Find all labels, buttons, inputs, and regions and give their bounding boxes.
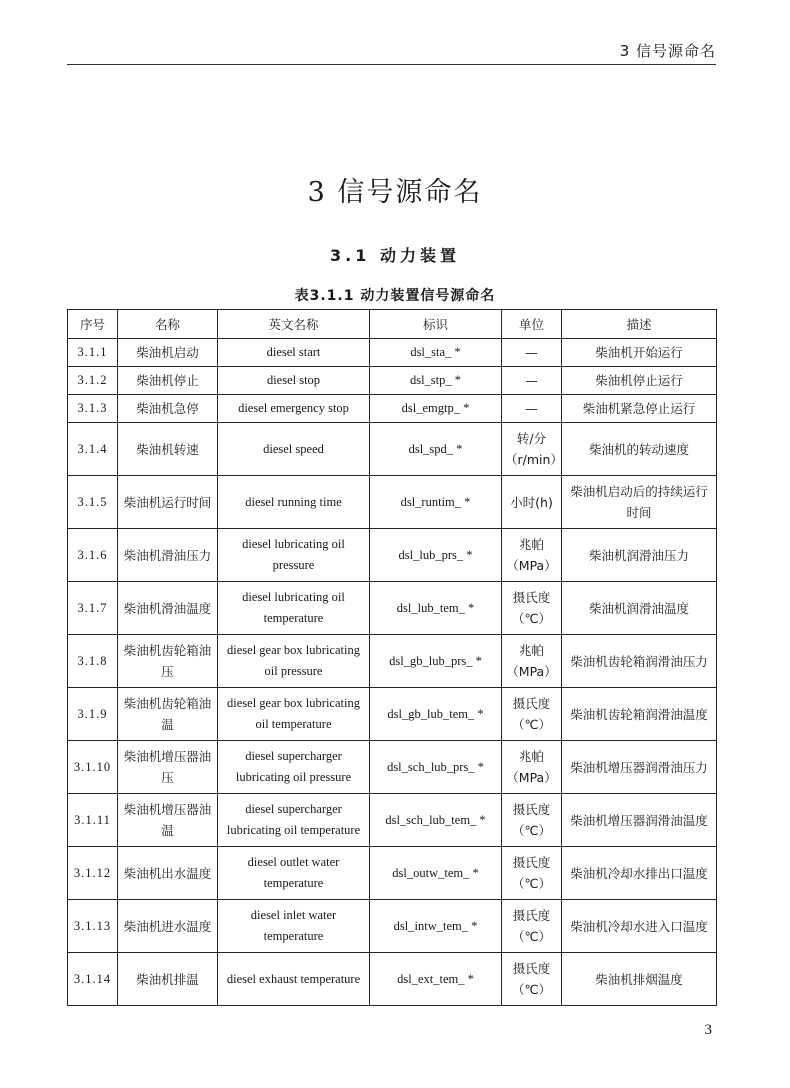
cell-description: 柴油机润滑油压力 [562,529,717,582]
cell-seq: 3.1.10 [68,741,118,794]
cell-unit: — [502,395,562,423]
cell-identifier: dsl_intw_tem_ * [370,900,502,953]
cell-description: 柴油机增压器润滑油温度 [562,794,717,847]
cell-identifier: dsl_lub_prs_ * [370,529,502,582]
cell-identifier: dsl_emgtp_ * [370,395,502,423]
cell-seq: 3.1.8 [68,635,118,688]
cell-identifier: dsl_lub_tem_ * [370,582,502,635]
cell-name: 柴油机齿轮箱油温 [118,688,218,741]
cell-seq: 3.1.13 [68,900,118,953]
cell-seq: 3.1.7 [68,582,118,635]
cell-identifier: dsl_sch_lub_tem_ * [370,794,502,847]
cell-english-name: diesel supercharger lubricating oil pressure [218,741,370,794]
cell-english-name: diesel running time [218,476,370,529]
cell-seq: 3.1.4 [68,423,118,476]
cell-description: 柴油机齿轮箱润滑油压力 [562,635,717,688]
cell-name: 柴油机停止 [118,367,218,395]
cell-description: 柴油机齿轮箱润滑油温度 [562,688,717,741]
header-seq: 序号 [68,310,118,339]
cell-identifier: dsl_gb_lub_prs_ * [370,635,502,688]
cell-english-name: diesel supercharger lubricating oil temperature [218,794,370,847]
cell-seq: 3.1.11 [68,794,118,847]
cell-name: 柴油机出水温度 [118,847,218,900]
chapter-title: 3 信号源命名 [307,177,483,208]
cell-description: 柴油机停止运行 [562,367,717,395]
running-header: 3 信号源命名 [619,42,716,60]
cell-name: 柴油机进水温度 [118,900,218,953]
table-row [68,635,717,688]
cell-english-name: diesel emergency stop [218,395,370,423]
cell-description: 柴油机紧急停止运行 [562,395,717,423]
cell-english-name: diesel gear box lubricating oil pressure [218,635,370,688]
cell-unit: 小时(h) [502,476,562,529]
table-body [68,339,717,1006]
table-row [68,367,717,395]
cell-seq: 3.1.1 [68,339,118,367]
cell-description: 柴油机开始运行 [562,339,717,367]
cell-name: 柴油机运行时间 [118,476,218,529]
cell-english-name: diesel speed [218,423,370,476]
cell-name: 柴油机滑油压力 [118,529,218,582]
cell-unit: 兆帕 （MPa） [502,635,562,688]
cell-name: 柴油机滑油温度 [118,582,218,635]
table-row [68,476,717,529]
cell-identifier: dsl_gb_lub_tem_ * [370,688,502,741]
cell-seq: 3.1.5 [68,476,118,529]
cell-unit: 转/分 （r/min） [502,423,562,476]
cell-description: 柴油机冷却水进入口温度 [562,900,717,953]
cell-name: 柴油机增压器油温 [118,794,218,847]
table-row [68,339,717,367]
cell-english-name: diesel start [218,339,370,367]
table-row [68,847,717,900]
table-row [68,953,717,1006]
cell-seq: 3.1.2 [68,367,118,395]
cell-description: 柴油机润滑油温度 [562,582,717,635]
cell-seq: 3.1.6 [68,529,118,582]
cell-unit: 兆帕 （MPa） [502,741,562,794]
signal-naming-table [67,309,717,1006]
cell-english-name: diesel outlet water temperature [218,847,370,900]
header-rule [67,64,716,65]
table-row [68,529,717,582]
cell-unit: 兆帕 （MPa） [502,529,562,582]
cell-identifier: dsl_outw_tem_ * [370,847,502,900]
cell-identifier: dsl_sta_ * [370,339,502,367]
header-english-name: 英文名称 [218,310,370,339]
table-row [68,423,717,476]
cell-seq: 3.1.12 [68,847,118,900]
header-description: 描述 [562,310,717,339]
cell-unit: — [502,339,562,367]
cell-seq: 3.1.3 [68,395,118,423]
cell-name: 柴油机增压器油压 [118,741,218,794]
cell-identifier: dsl_stp_ * [370,367,502,395]
cell-description: 柴油机增压器润滑油压力 [562,741,717,794]
cell-description: 柴油机排烟温度 [562,953,717,1006]
cell-identifier: dsl_runtim_ * [370,476,502,529]
cell-english-name: diesel gear box lubricating oil temperature [218,688,370,741]
cell-name: 柴油机齿轮箱油压 [118,635,218,688]
cell-identifier: dsl_ext_tem_ * [370,953,502,1006]
cell-name: 柴油机转速 [118,423,218,476]
cell-identifier: dsl_spd_ * [370,423,502,476]
cell-english-name: diesel lubricating oil pressure [218,529,370,582]
cell-name: 柴油机启动 [118,339,218,367]
cell-name: 柴油机排温 [118,953,218,1006]
table-row [68,688,717,741]
cell-unit: 摄氏度 （℃） [502,794,562,847]
cell-unit: 摄氏度 （℃） [502,953,562,1006]
table-row [68,741,717,794]
header-name: 名称 [118,310,218,339]
table-row [68,582,717,635]
cell-seq: 3.1.14 [68,953,118,1006]
section-title: 3.1 动力装置 [330,246,460,265]
cell-unit: 摄氏度 （℃） [502,582,562,635]
cell-name: 柴油机急停 [118,395,218,423]
cell-description: 柴油机的转动速度 [562,423,717,476]
cell-description: 柴油机启动后的持续运行时间 [562,476,717,529]
page-number: 3 [704,1022,712,1038]
cell-description: 柴油机冷却水排出口温度 [562,847,717,900]
table-caption: 表3.1.1 动力装置信号源命名 [294,288,496,304]
cell-english-name: diesel stop [218,367,370,395]
table-row [68,900,717,953]
cell-identifier: dsl_sch_lub_prs_ * [370,741,502,794]
cell-english-name: diesel lubricating oil temperature [218,582,370,635]
cell-seq: 3.1.9 [68,688,118,741]
cell-english-name: diesel exhaust temperature [218,953,370,1006]
cell-unit: 摄氏度 （℃） [502,688,562,741]
cell-english-name: diesel inlet water temperature [218,900,370,953]
cell-unit: 摄氏度 （℃） [502,847,562,900]
table-row [68,395,717,423]
cell-unit: — [502,367,562,395]
cell-unit: 摄氏度 （℃） [502,900,562,953]
header-identifier: 标识 [370,310,502,339]
header-unit: 单位 [502,310,562,339]
table-row [68,794,717,847]
